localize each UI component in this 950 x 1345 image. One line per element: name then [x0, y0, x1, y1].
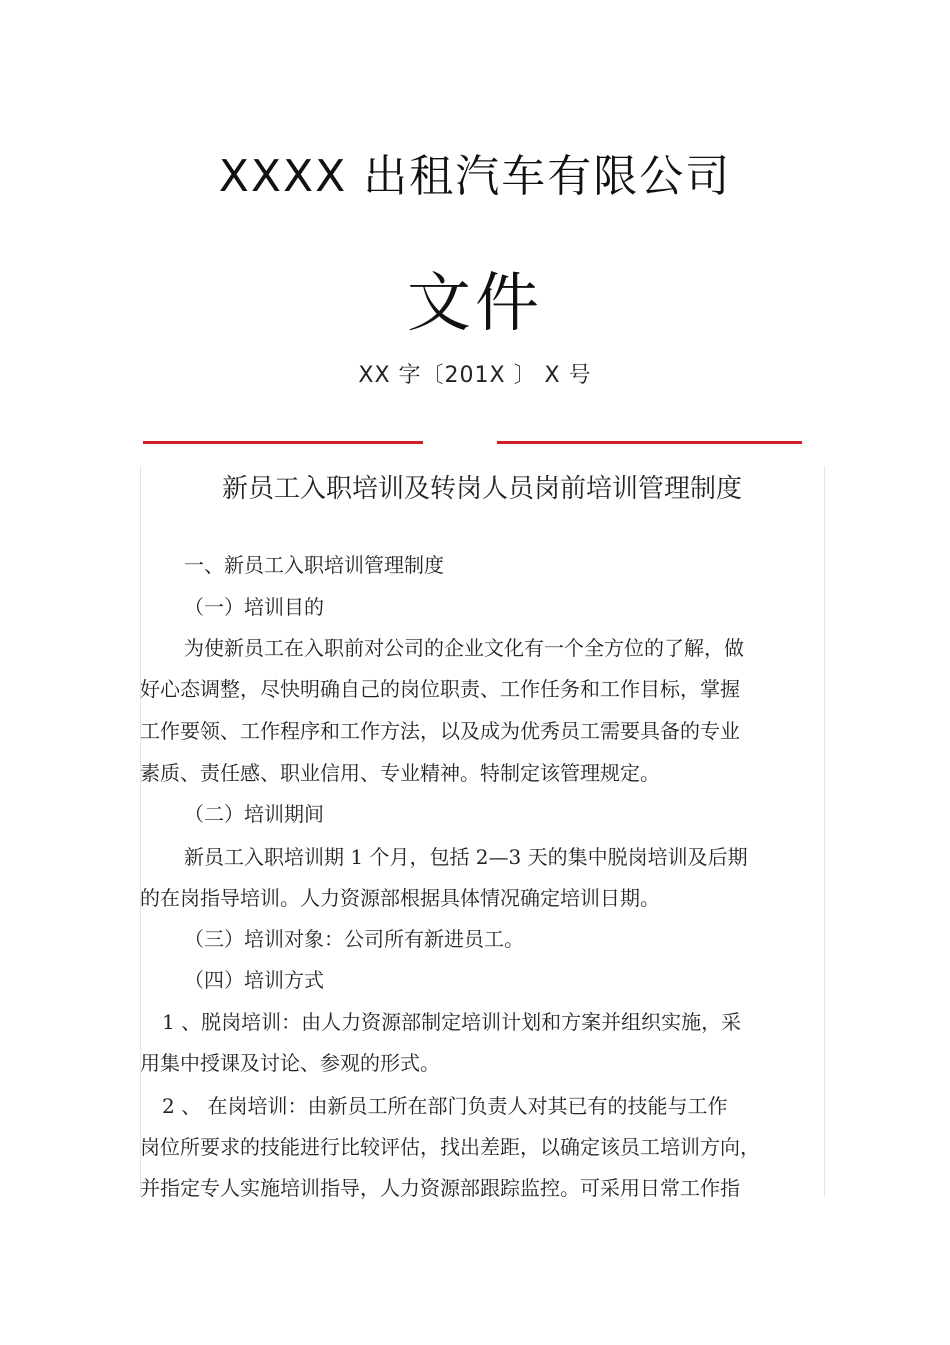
red-rule-left [143, 441, 423, 444]
paragraph-line: 新员工入职培训期 1 个月，包括 2—3 天的集中脱岗培训及后期 [184, 845, 748, 869]
section-heading: 一、新员工入职培训管理制度 [184, 553, 444, 577]
page-frame-left [140, 466, 141, 1196]
list-item-line: 岗位所要求的技能进行比较评估，找出差距，以确定该员工培训方向， [140, 1135, 760, 1159]
paragraph-line: 工作要领、工作程序和工作方法，以及成为优秀员工需要具备的专业 [140, 719, 740, 743]
list-item-line: 并指定专人实施培训指导，人力资源部跟踪监控。可采用日常工作指 [140, 1176, 740, 1200]
subsection-heading: （四）培训方式 [184, 968, 324, 992]
list-item-line: 用集中授课及讨论、参观的形式。 [140, 1051, 440, 1075]
subsection-heading: （一）培训目的 [184, 595, 324, 619]
paragraph-line: 的在岗指导培训。人力资源部根据具体情况确定培训日期。 [140, 886, 660, 910]
list-item-line: 2 、 在岗培训：由新员工所在部门负责人对其已有的技能与工作 [162, 1094, 728, 1118]
red-rule-right [497, 441, 802, 444]
page-frame-right [824, 466, 825, 1196]
list-item-line: 1 、脱岗培训：由人力资源部制定培训计划和方案并组织实施，采 [162, 1010, 742, 1034]
paragraph-line: 为使新员工在入职前对公司的企业文化有一个全方位的了解，做 [184, 636, 744, 660]
subsection-heading: （三）培训对象：公司所有新进员工。 [184, 927, 524, 951]
company-name: XXXX 出租汽车有限公司 [218, 151, 732, 202]
subsection-heading: （二）培训期间 [184, 802, 324, 826]
regulation-title: 新员工入职培训及转岗人员岗前培训管理制度 [221, 474, 742, 504]
document-number: XX 字〔201X 〕 X 号 [358, 363, 592, 388]
document-type-heading: 文件 [407, 267, 543, 341]
paragraph-line: 素质、责任感、职业信用、专业精神。特制定该管理规定。 [140, 761, 660, 785]
paragraph-line: 好心态调整，尽快明确自己的岗位职责、工作任务和工作目标，掌握 [140, 677, 740, 701]
